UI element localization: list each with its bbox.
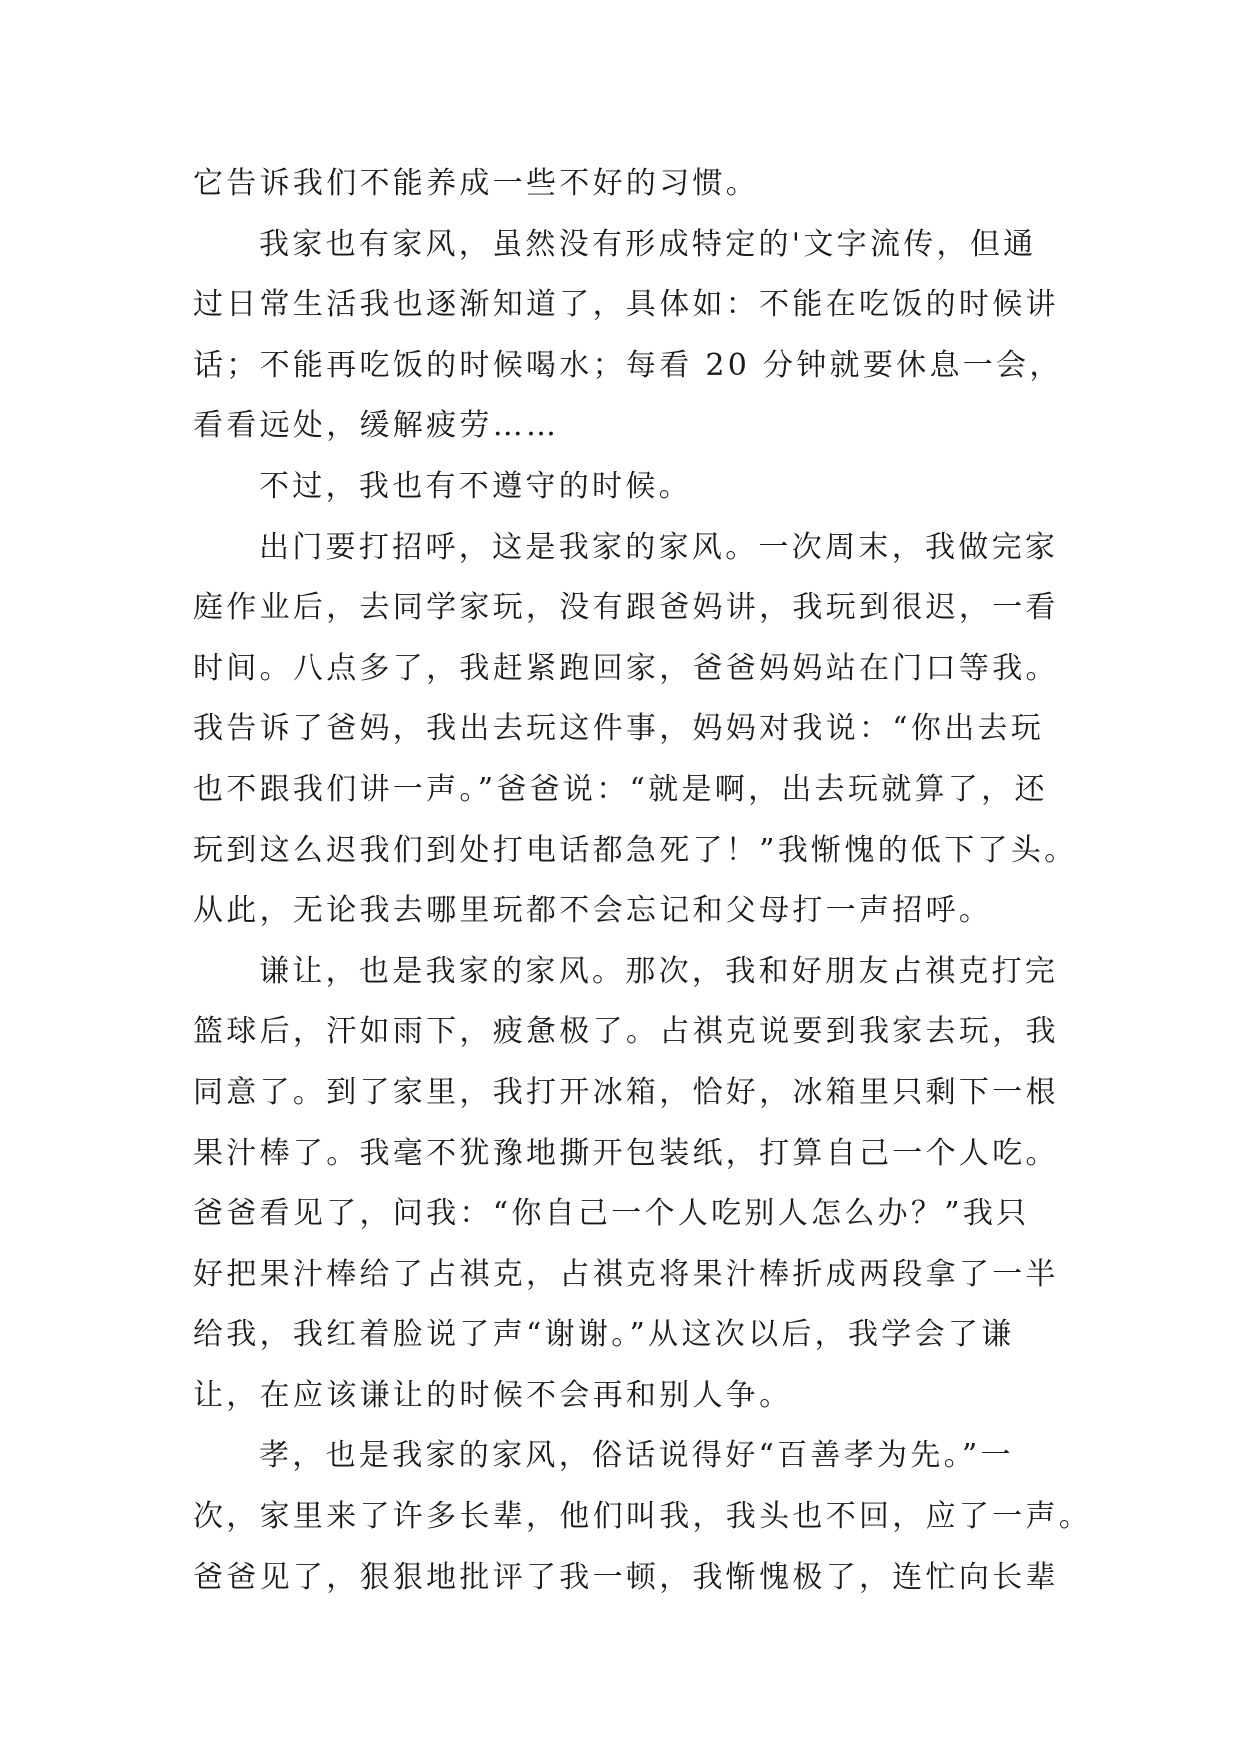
text-line: 谦让，也是我家的家风。那次，我和好朋友占祺克打完 [259,953,1059,989]
text-line: 让，在应该谦让的时候不会再和别人争。 [193,1377,793,1413]
text-line: 看看远处，缓解疲劳…… [193,408,560,444]
text-line: 爸爸见了，狠狠地批评了我一顿，我惭愧极了，连忙向长辈 [193,1559,1059,1595]
text-line: 爸爸看见了，问我：“你自己一个人吃别人怎么办？”我只 [193,1196,1030,1232]
text-line: 不过，我也有不遵守的时候。 [259,468,692,504]
text-line: 话；不能再吃饭的时候喝水；每看 20 分钟就要休息一会， [193,347,1063,383]
text-line: 时间。八点多了，我赶紧跑回家，爸爸妈妈站在门口等我。 [193,650,1059,686]
text-line: 过日常生活我也逐渐知道了，具体如：不能在吃饭的时候讲 [193,287,1059,323]
text-line: 果汁棒了。我毫不犹豫地撕开包装纸，打算自己一个人吃。 [193,1135,1059,1171]
text-line: 好把果汁棒给了占祺克，占祺克将果汁棒折成两段拿了一半 [193,1256,1059,1292]
text-line: 同意了。到了家里，我打开冰箱，恰好，冰箱里只剩下一根 [193,1074,1059,1110]
body-text [193,154,1093,1608]
text-line: 庭作业后，去同学家玩，没有跟爸妈讲，我玩到很迟，一看 [193,590,1059,626]
text-line: 次，家里来了许多长辈，他们叫我，我头也不回，应了一声。 [193,1499,1093,1535]
text-line: 我家也有家风，虽然没有形成特定的'文字流传，但通 [259,226,1037,262]
text-line: 孝，也是我家的家风，俗话说得好“百善孝为先。”一 [259,1438,1014,1474]
text-line: 给我，我红着脸说了声“谢谢。”从这次以后，我学会了谦 [193,1317,1015,1353]
text-line: 从此，无论我去哪里玩都不会忘记和父母打一声招呼。 [193,893,993,929]
text-line: 我告诉了爸妈，我出去玩这件事，妈妈对我说：“你出去玩 [193,711,1045,747]
text-line: 出门要打招呼，这是我家的家风。一次周末，我做完家 [259,529,1059,565]
text-line: 也不跟我们讲一声。”爸爸说：“就是啊，出去玩就算了，还 [193,771,1048,807]
text-line: 玩到这么迟我们到处打电话都急死了！”我惭愧的低下了头。 [193,832,1078,868]
text-line: 篮球后，汗如雨下，疲惫极了。占祺克说要到我家去玩，我 [193,1014,1059,1050]
text-line: 它告诉我们不能养成一些不好的习惯。 [193,166,760,201]
